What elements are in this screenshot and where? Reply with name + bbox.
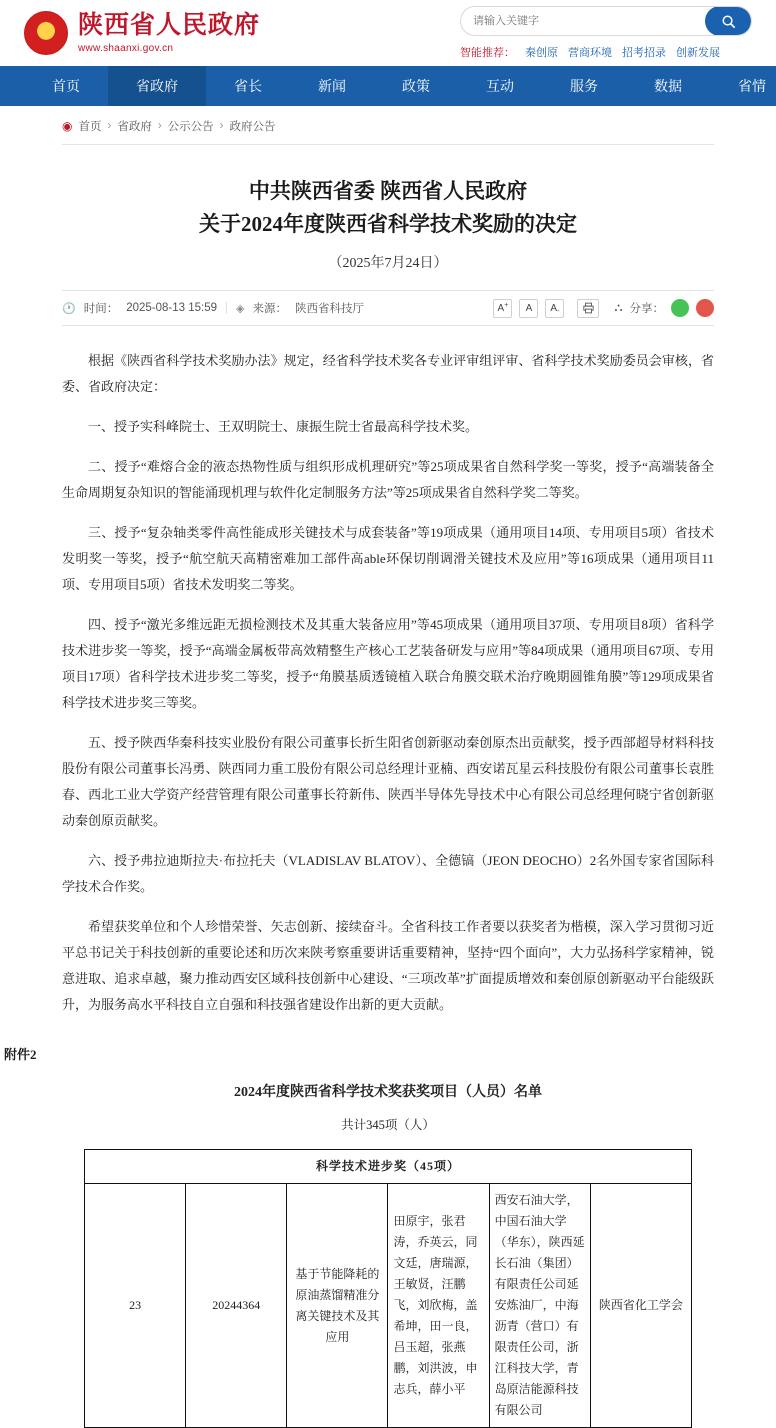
breadcrumb-item-home[interactable]: 首页 bbox=[78, 121, 102, 133]
cell-recommender: 陕西省化工学会 bbox=[590, 1184, 691, 1428]
national-emblem-icon bbox=[24, 11, 68, 55]
attachment-subtitle: 共计345项（人） bbox=[341, 1118, 435, 1133]
site-logo[interactable] bbox=[24, 11, 260, 55]
share-icon: ⛬ bbox=[614, 301, 623, 314]
table-row bbox=[85, 1184, 692, 1428]
page-title bbox=[62, 175, 714, 240]
search-box[interactable] bbox=[460, 6, 752, 36]
wechat-share-icon[interactable] bbox=[671, 299, 689, 317]
cell-no: 23 bbox=[85, 1184, 186, 1428]
search-button[interactable] bbox=[705, 6, 751, 36]
header-search-area bbox=[460, 6, 752, 60]
printer-icon bbox=[582, 302, 595, 314]
article-paragraph-3: 二、授予“难熔合金的液态热物性质与组织形成机理研究”等25项成果省自然科学奖一等奖，授予“高端装备全生命周期复杂知识的智能涌现机理与软件化定制服务方法”等25项成果省自然科学奖二等奖。 bbox=[62, 459, 714, 501]
meta-divider: | bbox=[225, 302, 229, 315]
cell-project: 基于节能降耗的原油蒸馏精准分离关键技术及其应用 bbox=[287, 1184, 388, 1428]
attachment-title: 2024年度陕西省科学技术奖获奖项目（人员）名单 bbox=[234, 1085, 542, 1101]
article-paragraph-6: 五、授予陕西华秦科技实业股份有限公司董事长折生阳省创新驱动秦创原杰出贡献奖，授予西部超导材料科技股份有限公司董事长冯勇、陕西同力重工股份有限公司总经理计亚楠、西安诺瓦星云科技股份有限公司董事长袁胜春、西北工业大学资产经营管理有限公司董事长符新伟、陕西半导体先导技术中心有限公司总经理何晓宁省创新驱动秦创原贡献奖。 bbox=[62, 735, 714, 829]
location-pin-icon: ◉ bbox=[62, 119, 73, 133]
brand-url: www.shaanxi.gov.cn bbox=[78, 42, 174, 54]
nav-item-provincial-government[interactable]: 省政府 bbox=[108, 66, 206, 106]
article bbox=[0, 175, 776, 1018]
hot-link-4[interactable]: 创新发展 bbox=[676, 47, 720, 59]
font-size-medium-button[interactable]: A bbox=[519, 299, 538, 318]
article-date-line: （2025年7月24日） bbox=[328, 256, 448, 272]
weibo-share-icon[interactable] bbox=[696, 299, 714, 317]
breadcrumb-separator-2: › bbox=[157, 120, 162, 132]
article-paragraph-4: 三、授予“复杂轴类零件高性能成形关键技术与成套装备”等19项成果（通用项目14项、专用项目5项）省技术发明奖一等奖，授予“航空航天高精密难加工部件高able环保切削调滑关键技术及应用”等16项成果（通用项目11项、专用项目5项）省技术发明奖二等奖。 bbox=[62, 525, 714, 593]
breadcrumb-item-current[interactable]: 政府公告 bbox=[229, 121, 276, 133]
breadcrumb bbox=[62, 106, 714, 145]
article-paragraph-8: 希望获奖单位和个人珍惜荣誉、矢志创新、接续奋斗。全省科技工作者要以获奖者为楷模，深入学习贯彻习近平总书记关于科技创新的重要论述和历次来陕考察重要讲话重要精神，坚持“四个面向”，大力弘扬科学家精神，锐意进取、追求卓越，聚力推动西安区域科技创新中心建设、“三项改革”扩面提质增效和秦创原创新驱动平台能级跃升，为服务高水平科技自立自强和科技强省建设作出新的更大贡献。 bbox=[62, 919, 714, 1013]
attachment-label: 附件2 bbox=[4, 1047, 37, 1063]
award-table-wrap bbox=[0, 1133, 776, 1428]
tag-icon: ◈ bbox=[236, 302, 245, 315]
breadcrumb-item-government[interactable]: 省政府 bbox=[117, 121, 152, 133]
meta-source-label: 来源： bbox=[252, 303, 287, 316]
cell-people: 田原宇，张君涛，乔英云，同文廷，唐瑞源，王敏贤，汪鹏飞，刘欣梅，盖希坤，田一良，吕玉超，张燕鹏，刘洪波，申志兵，薛小平 bbox=[388, 1184, 489, 1428]
nav-item-home[interactable]: 首页 bbox=[52, 78, 80, 94]
table-category-header: 科学技术进步奖（45项） bbox=[85, 1150, 692, 1184]
award-table bbox=[84, 1149, 692, 1428]
article-paragraph-2: 一、授予实科峰院士、王双明院士、康振生院士省最高科学技术奖。 bbox=[88, 419, 479, 435]
meta-source-value: 陕西省科技厅 bbox=[294, 303, 364, 316]
nav-item-news[interactable]: 新闻 bbox=[318, 78, 346, 94]
article-paragraph-5: 四、授予“激光多维远距无损检测技术及其重大装备应用”等45项成果（通用项目37项、专用项目8项）省科学技术进步奖一等奖，授予“高端金属板带高效精整生产核心工艺装备研发与应用”等84项成果（通用项目67项、专用项目17项）省科学技术进步奖二等奖，授予“角膜基质透镜植入联合角膜交联术治疗晚期圆锥角膜”等129项成果省科学技术进步奖三等奖。 bbox=[62, 617, 714, 711]
nav-item-policy[interactable]: 政策 bbox=[402, 78, 430, 94]
meta-tools bbox=[493, 299, 714, 318]
table-category-row bbox=[85, 1150, 692, 1184]
hot-label: 智能推荐： bbox=[460, 47, 515, 59]
article-paragraph-7: 六、授予弗拉迪斯拉夫·布拉托夫（VLADISLAV BLATOV）、全德镐（JEON DEOCHO）2名外国专家省国际科学技术合作奖。 bbox=[62, 853, 714, 895]
breadcrumb-item-notices[interactable]: 公示公告 bbox=[167, 121, 214, 133]
site-header bbox=[0, 0, 776, 66]
hot-keywords bbox=[460, 44, 752, 60]
meta-time-value: 2025-08-13 15:59 bbox=[126, 302, 218, 315]
cell-code: 20244364 bbox=[186, 1184, 287, 1428]
print-button[interactable] bbox=[577, 299, 599, 318]
clock-icon: 🕐 bbox=[62, 302, 76, 315]
search-input[interactable] bbox=[461, 15, 705, 27]
page-title-line2: 关于2024年度陕西省科学技术奖励的决定 bbox=[199, 211, 577, 236]
cell-organizations: 西安石油大学，中国石油大学（华东），陕西延长石油（集团）有限责任公司延安炼油厂，中海沥青（营口）有限责任公司，浙江科技大学，青岛原洁能源科技有限公司 bbox=[489, 1184, 590, 1428]
font-size-small-button[interactable]: A $_-$ bbox=[545, 299, 564, 318]
article-meta-bar bbox=[62, 290, 714, 326]
hot-link-2[interactable]: 营商环境 bbox=[568, 47, 612, 59]
hot-link-1[interactable]: 秦创原 bbox=[525, 47, 558, 59]
nav-item-province-info[interactable]: 省情 bbox=[738, 78, 766, 94]
hot-link-3[interactable]: 招考招录 bbox=[622, 47, 666, 59]
meta-time-label: 时间： bbox=[83, 303, 119, 316]
main-nav bbox=[0, 66, 776, 106]
nav-item-service[interactable]: 服务 bbox=[570, 78, 598, 94]
breadcrumb-separator-1: › bbox=[107, 120, 112, 132]
brand-title: 陕西省人民政府 bbox=[78, 12, 261, 40]
font-size-large-button[interactable]: A + bbox=[493, 299, 512, 318]
share-label: 分享： bbox=[629, 303, 664, 316]
nav-item-data[interactable]: 数据 bbox=[654, 78, 682, 94]
article-paragraph-1: 根据《陕西省科学技术奖励办法》规定，经省科学技术奖各专业评审组评审、省科学技术奖励委员会审核，省委、省政府决定： bbox=[62, 353, 714, 395]
breadcrumb-separator-3: › bbox=[219, 120, 224, 132]
nav-item-interaction[interactable]: 互动 bbox=[486, 78, 514, 94]
search-icon bbox=[721, 14, 736, 29]
nav-item-governor[interactable]: 省长 bbox=[234, 78, 262, 94]
brand-text bbox=[78, 12, 260, 54]
page-title-line1: 中共陕西省委 陕西省人民政府 bbox=[248, 179, 528, 203]
